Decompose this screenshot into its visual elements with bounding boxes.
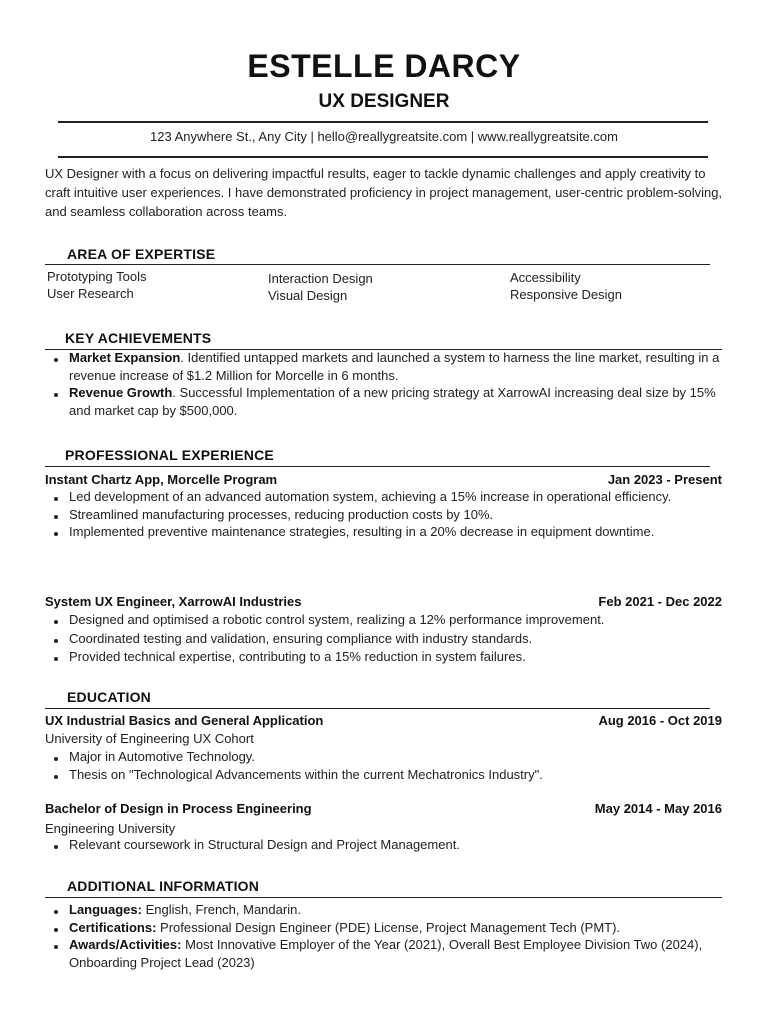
header-bottom-rule (58, 156, 708, 158)
job-dates: Feb 2021 - Dec 2022 (598, 594, 722, 609)
contact-line: 123 Anywhere St., Any City | hello@reallygreatsite.com | www.reallygreatsite.com (150, 129, 618, 144)
info-text: English, French, Mandarin. (141, 902, 301, 917)
education-bullets (45, 836, 725, 854)
info-text: Professional Design Engineer (PDE) License, Project Management Tech (PMT). (156, 919, 621, 935)
degree-title: UX Industrial Basics and General Application (45, 713, 324, 728)
additional-list (45, 901, 725, 971)
info-label: Awards/Activities: (69, 937, 182, 952)
list-item (45, 901, 725, 919)
education-bullets (45, 748, 725, 783)
section-title-expertise: AREA OF EXPERTISE (67, 246, 216, 262)
school-name: Engineering University (45, 821, 176, 836)
education-dates: May 2014 - May 2016 (594, 801, 722, 816)
list-item: Relevant coursework in Structural Design and Project Management. (45, 836, 725, 854)
candidate-role: UX DESIGNER (318, 91, 450, 112)
list-item: Major in Automotive Technology. (45, 748, 725, 766)
header-top-rule (58, 121, 708, 123)
skill-item: Prototyping Tools (47, 269, 147, 284)
list-item (45, 384, 725, 419)
skill-item: Responsive Design (510, 287, 623, 302)
section-rule-education (45, 708, 710, 709)
list-item (45, 919, 725, 937)
list-item: Coordinated testing and validation, ensuring compliance with industry standards. (45, 630, 725, 649)
section-rule-experience (45, 466, 710, 467)
list-item: Thesis on "Technological Advancements within the current Mechatronics Industry". (45, 766, 725, 784)
section-title-additional: ADDITIONAL INFORMATION (67, 878, 260, 894)
achievement-label: Revenue Growth (69, 385, 173, 400)
list-item: Designed and optimised a robotic control system, realizing a 12% performance improvement. (45, 611, 725, 630)
skill-item: User Research (47, 286, 134, 301)
candidate-name: ESTELLE DARCY (247, 48, 521, 84)
skill-item: Interaction Design (268, 271, 373, 286)
list-item (45, 349, 725, 384)
info-label: Certifications: (69, 919, 157, 935)
job-bullets (45, 611, 725, 667)
skill-item: Visual Design (268, 288, 348, 303)
section-title-experience: PROFESSIONAL EXPERIENCE (65, 447, 274, 463)
section-title-achievements: KEY ACHIEVEMENTS (65, 330, 212, 346)
job-title: System UX Engineer, XarrowAI Industries (45, 594, 302, 609)
list-item: Streamlined manufacturing processes, reducing production costs by 10%. (45, 506, 725, 524)
list-item: Provided technical expertise, contributing to a 15% reduction in system failures. (45, 648, 725, 667)
professional-summary: UX Designer with a focus on delivering impactful results, eager to tackle dynamic challenges and apply creativity to craft intuitive user experiences. I have demonstrated proficiency in project management, user-centric problem-solving, and seamless collaboration across teams. (45, 166, 723, 219)
skill-item: Accessibility (510, 270, 581, 285)
achievements-list (45, 349, 725, 419)
school-name: University of Engineering UX Cohort (45, 731, 254, 746)
list-item (45, 936, 725, 971)
info-label: Languages: (69, 902, 142, 917)
achievement-text: . Identified untapped markets and launched a system to harness the line market, resulting in a revenue increase of $1.2 Million for Morcelle in 6 months. (69, 350, 720, 383)
job-bullets (45, 488, 725, 541)
info-text: Most Innovative Employer of the Year (2021), Overall Best Employee Division Two (2024), Onboarding Project Lead (2023) (69, 937, 703, 970)
job-title: Instant Chartz App, Morcelle Program (45, 472, 278, 487)
education-dates: Aug 2016 - Oct 2019 (598, 713, 722, 728)
section-rule-expertise (45, 264, 710, 265)
list-item: Implemented preventive maintenance strategies, resulting in a 20% decrease in equipment downtime. (45, 523, 725, 541)
section-title-education: EDUCATION (67, 689, 151, 705)
achievement-text: . Successful Implementation of a new pricing strategy at XarrowAI increasing deal size by 15% and market cap by $500,000. (69, 385, 716, 418)
job-dates: Jan 2023 - Present (607, 472, 722, 487)
achievement-label: Market Expansion (69, 350, 181, 365)
list-item: Led development of an advanced automation system, achieving a 15% increase in operational efficiency. (45, 488, 725, 506)
section-rule-additional (45, 897, 722, 898)
degree-title: Bachelor of Design in Process Engineering (45, 801, 312, 816)
